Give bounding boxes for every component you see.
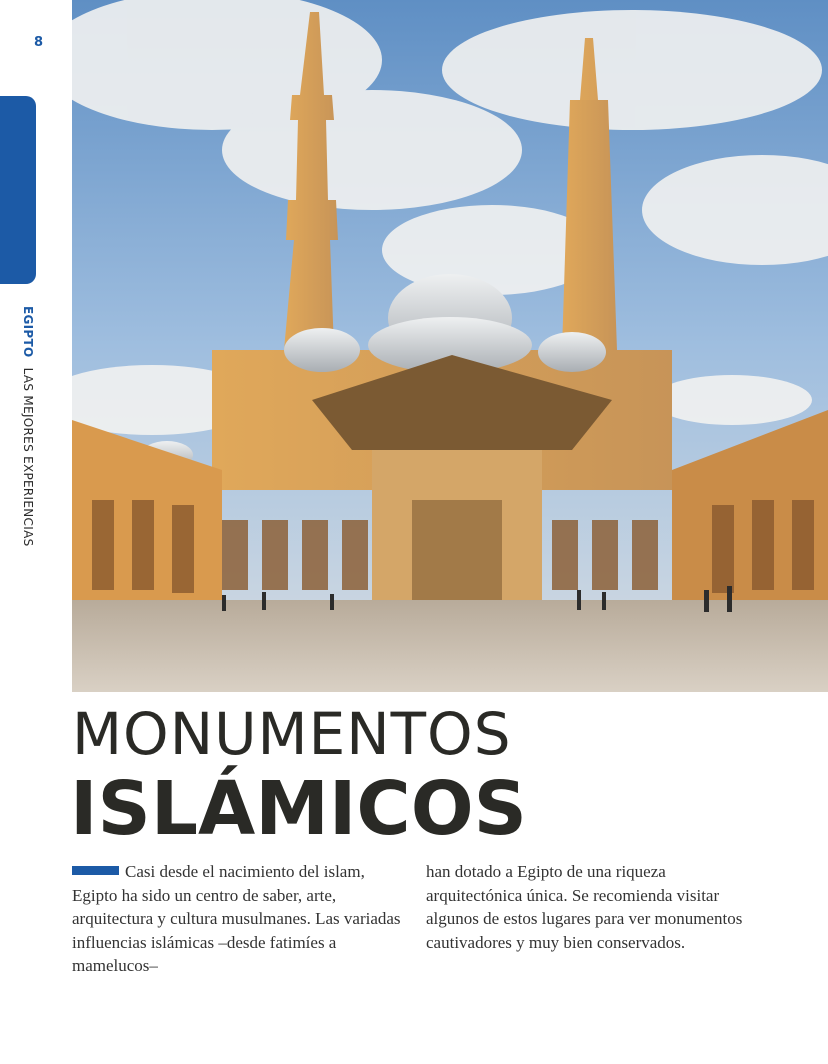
page-number: 8 (34, 35, 44, 50)
running-header (21, 306, 35, 547)
body-column-2 (426, 860, 766, 954)
heading-line-1: MONUMENTOS (72, 700, 512, 768)
hero-photo-mosque (72, 0, 828, 692)
chapter-tab (0, 96, 36, 284)
running-header-section: LAS MEJORES EXPERIENCIAS (21, 367, 35, 547)
body-text-1: Casi desde el nacimiento del islam, Egipto ha sido un centro de saber, arte, arquitectura y cultura musulmanes. Las variadas influencias islámicas –desde fatimíes a mamelucos– (72, 862, 401, 975)
running-header-country: EGIPTO (21, 306, 35, 358)
body-text-2: han dotado a Egipto de una riqueza arquitectónica única. Se recomienda visitar algunos de estos lugares para ver monumentos cautivadores y muy bien conservados. (426, 862, 743, 952)
heading-line-2: ISLÁMICOS (70, 766, 527, 852)
intro-bar (72, 866, 119, 875)
body-column-1 (72, 860, 412, 978)
